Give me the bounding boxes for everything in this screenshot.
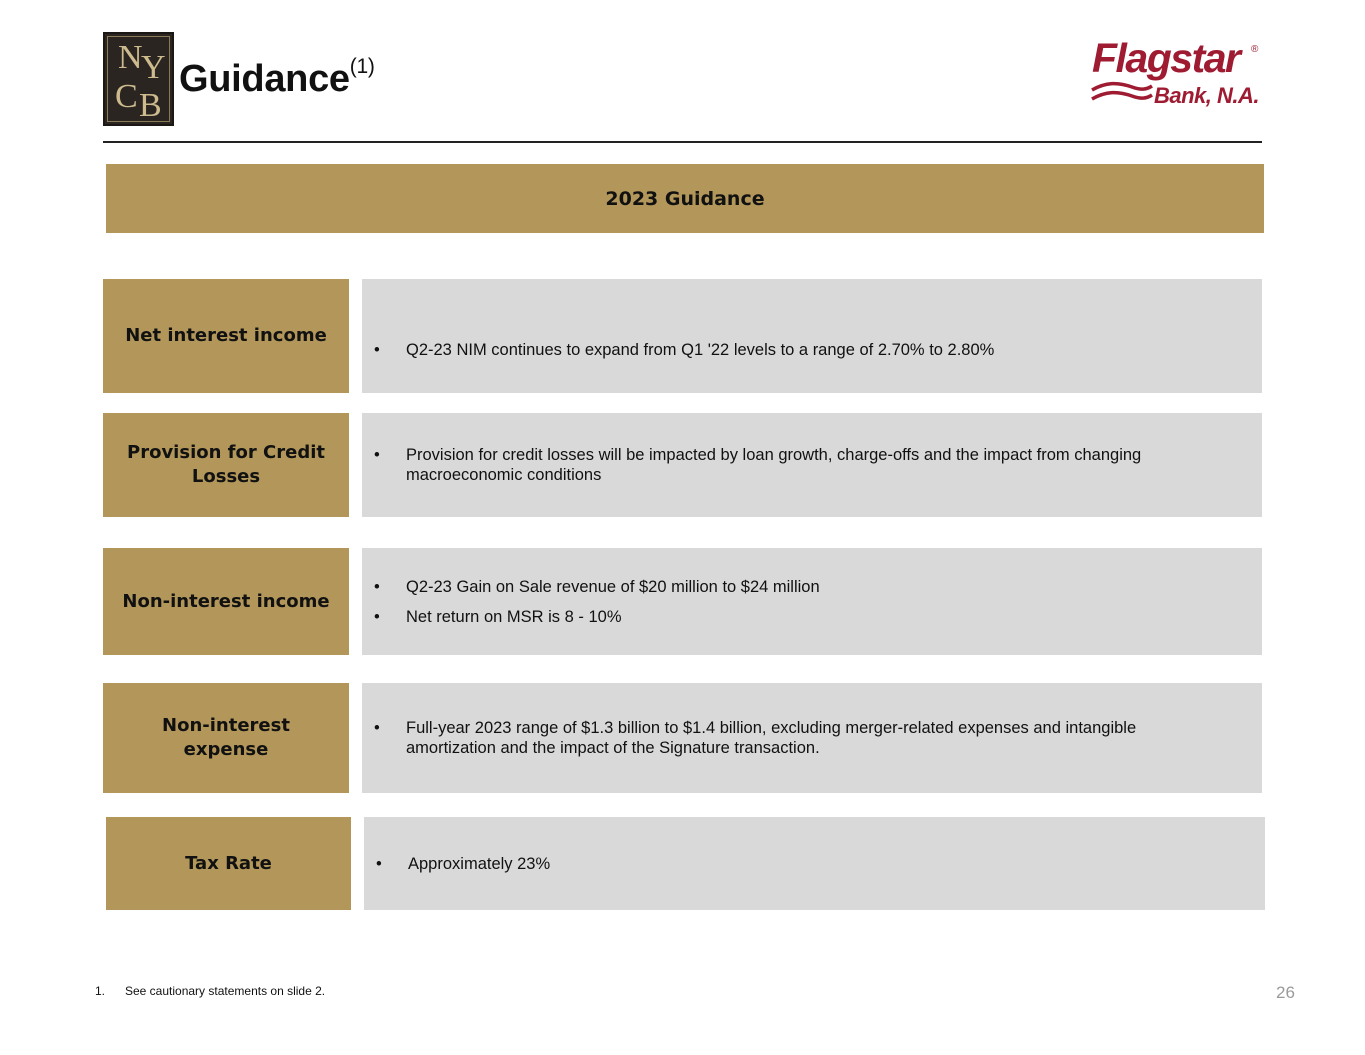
row-label-text: Provision for Credit Losses — [127, 442, 325, 487]
bullet-item — [374, 577, 1182, 597]
page-number: 26 — [1276, 983, 1295, 1002]
row-label-tax-rate — [106, 817, 351, 910]
row-label-text: Non-interest income — [122, 590, 330, 612]
nycb-letter-n: N — [118, 39, 143, 76]
flagstar-logo-wordmark: Flagstar — [1092, 35, 1240, 81]
row-content-tax-rate — [364, 817, 1265, 910]
bullet-glyph: • — [376, 854, 382, 873]
nycb-logo — [103, 32, 174, 126]
bullet-text: Provision for credit losses will be impacted by loan growth, charge-offs and the impact from changing macroeconomic conditions — [406, 446, 1142, 484]
footnote-number: 1. — [95, 984, 106, 998]
row-label-provision-credit-losses — [103, 413, 349, 517]
footnote-text: See cautionary statements on slide 2. — [125, 984, 326, 998]
footnote — [95, 984, 325, 998]
bullet-text: Q2-23 Gain on Sale revenue of $20 million to $24 million — [406, 577, 820, 596]
bullet-text: Full-year 2023 range of $1.3 billion to $1.4 billion, excluding merger-related expenses and intangible amortization and the impact of the Signature transaction. — [406, 719, 1137, 757]
row-content-non-interest-income — [362, 548, 1262, 655]
row-label-text: Non-interest expense — [162, 715, 290, 760]
bullet-glyph: • — [374, 341, 380, 359]
bullet-glyph: • — [374, 719, 380, 737]
nycb-letter-b: B — [139, 87, 162, 124]
bullet-item — [374, 718, 1182, 758]
row-content-non-interest-expense — [362, 683, 1262, 793]
header-divider — [103, 141, 1262, 143]
bullet-text: Approximately 23% — [408, 854, 551, 873]
nycb-letter-y: Y — [141, 49, 166, 86]
bullet-item — [374, 340, 1182, 360]
guidance-banner-label: 2023 Guidance — [605, 187, 765, 210]
registered-mark: ® — [1251, 44, 1259, 55]
row-label-text: Net interest income — [125, 325, 327, 346]
flagstar-swoosh-icon-2 — [1092, 93, 1152, 99]
flagstar-logo — [1088, 30, 1264, 110]
row-label-net-interest-income — [103, 279, 349, 393]
row-label-text: Tax Rate — [185, 852, 272, 874]
bullet-item — [376, 854, 1185, 874]
page-title-text: Guidance — [179, 58, 350, 100]
bullet-text: Q2-23 NIM continues to expand from Q1 '22 levels to a range of 2.70% to 2.80% — [406, 341, 995, 359]
bullet-glyph: • — [374, 607, 380, 626]
row-content-provision-credit-losses — [362, 413, 1262, 517]
flagstar-swoosh-icon — [1092, 84, 1152, 90]
flagstar-logo-subtext: Bank, N.A. — [1154, 83, 1260, 108]
nycb-letter-c: C — [115, 78, 138, 115]
row-content-net-interest-income — [362, 279, 1262, 393]
bullet-text: Net return on MSR is 8 - 10% — [406, 607, 622, 626]
bullet-item — [374, 445, 1182, 485]
row-label-non-interest-income — [103, 548, 349, 655]
bullet-item — [374, 607, 1182, 627]
title-footnote-marker: (1) — [349, 55, 375, 79]
guidance-banner — [106, 164, 1264, 233]
page-title — [179, 55, 375, 101]
row-label-non-interest-expense — [103, 683, 349, 793]
bullet-glyph: • — [374, 577, 380, 596]
bullet-glyph: • — [374, 446, 380, 464]
